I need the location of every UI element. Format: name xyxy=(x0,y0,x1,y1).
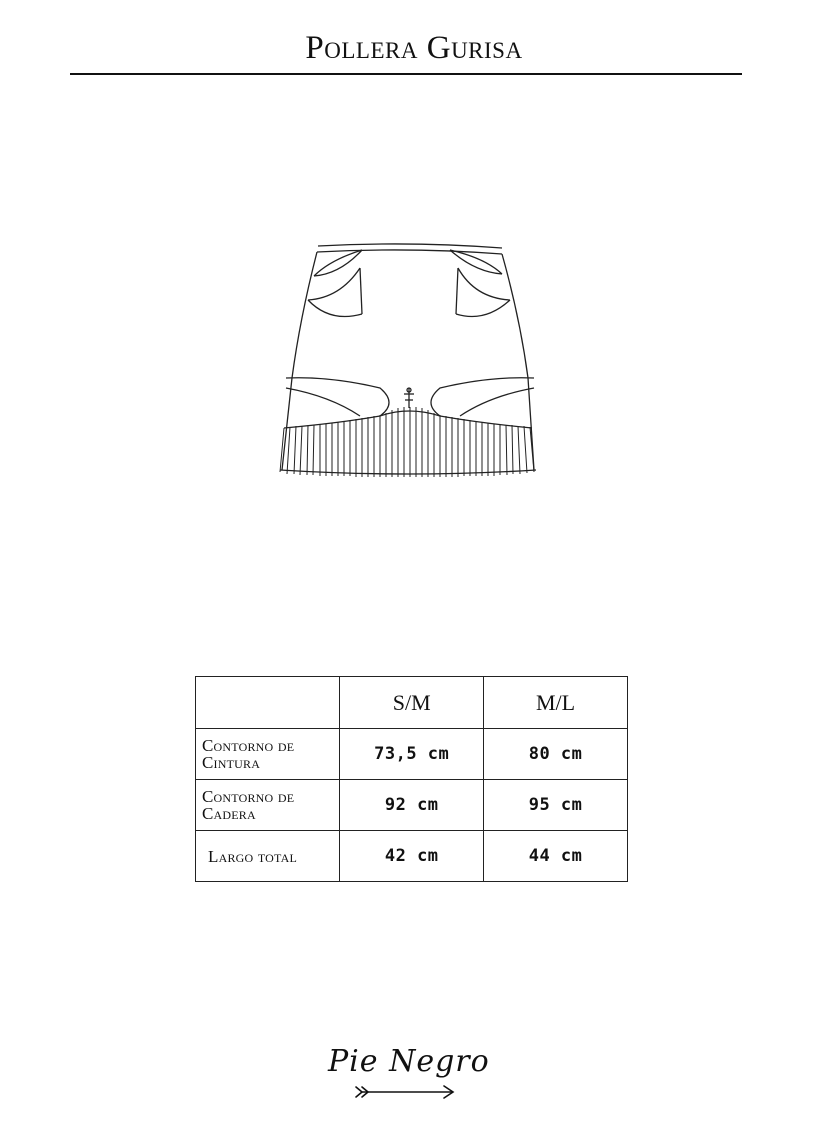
table-cell: 80 cm xyxy=(484,729,628,780)
table-row xyxy=(196,831,628,882)
table-row xyxy=(196,780,628,831)
table-row xyxy=(196,729,628,780)
table-cell: 44 cm xyxy=(484,831,628,882)
table-cell: 73,5 cm xyxy=(340,729,484,780)
column-header-ml: M/L xyxy=(484,677,628,729)
column-header-sm: S/M xyxy=(340,677,484,729)
row-label-largo: Largo total xyxy=(196,831,340,882)
brand-logo: Pie Negro xyxy=(328,1044,490,1079)
table-corner-cell xyxy=(196,677,340,729)
skirt-sketch-illustration xyxy=(270,238,545,483)
page-title: Pollera Gurisa xyxy=(305,30,523,66)
row-label-cintura: Contorno de Cintura xyxy=(196,729,340,780)
row-label-cadera: Contorno de Cadera xyxy=(196,780,340,831)
size-chart-table xyxy=(195,676,628,882)
table-cell: 92 cm xyxy=(340,780,484,831)
title-divider xyxy=(70,73,742,75)
table-header-row xyxy=(196,677,628,729)
table-cell: 42 cm xyxy=(340,831,484,882)
table-cell: 95 cm xyxy=(484,780,628,831)
arrow-icon xyxy=(322,1040,512,1105)
